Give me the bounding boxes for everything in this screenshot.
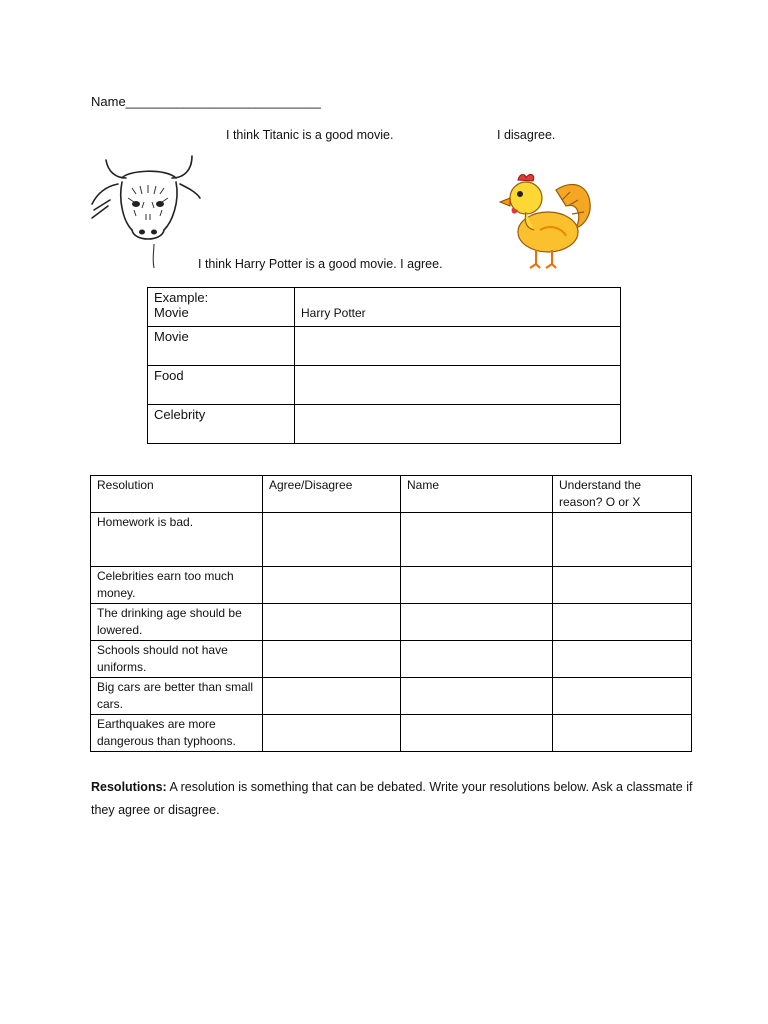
resolution-cell: Earthquakes are more dangerous than typhoons. <box>91 715 263 752</box>
answer-cell[interactable] <box>295 366 621 405</box>
agree-cell[interactable] <box>263 641 401 678</box>
bull-head-sketch <box>88 152 203 272</box>
resolution-cell: Big cars are better than small cars. <box>91 678 263 715</box>
resolutions-text: A resolution is something that can be debated. Write your resolutions below. Ask a classmate if they agree or disagree. <box>91 780 693 817</box>
category-label: Food <box>148 366 295 405</box>
understand-cell[interactable] <box>553 567 692 604</box>
name-cell[interactable] <box>401 641 553 678</box>
resolution-cell: Schools should not have uniforms. <box>91 641 263 678</box>
name-cell[interactable] <box>401 513 553 567</box>
understand-cell[interactable] <box>553 604 692 641</box>
category-label: Movie <box>148 327 295 366</box>
example-value-cell <box>295 288 621 327</box>
harry-potter-sentence: I think Harry Potter is a good movie. I agree. <box>198 257 443 271</box>
table-row <box>91 641 692 678</box>
table-row <box>91 567 692 604</box>
resolution-table <box>90 475 692 752</box>
table-row <box>91 513 692 567</box>
header-row <box>91 476 692 513</box>
table-row <box>91 678 692 715</box>
example-category: Movie <box>154 305 189 320</box>
resolutions-paragraph <box>91 776 701 822</box>
agree-cell[interactable] <box>263 678 401 715</box>
resolution-cell: Homework is bad. <box>91 513 263 567</box>
column-header: Name <box>401 476 553 513</box>
opinion-table <box>147 287 621 444</box>
understand-cell[interactable] <box>553 715 692 752</box>
table-row <box>148 327 621 366</box>
table-row <box>91 715 692 752</box>
example-label: Example: <box>154 290 209 305</box>
example-row <box>148 288 621 327</box>
cartoon-hen <box>496 170 596 270</box>
name-field-label: Name___________________________ <box>91 94 321 109</box>
table-row <box>148 405 621 444</box>
understand-cell[interactable] <box>553 513 692 567</box>
answer-cell[interactable] <box>295 405 621 444</box>
table-row <box>91 604 692 641</box>
agree-cell[interactable] <box>263 567 401 604</box>
example-value: Harry Potter <box>301 306 366 320</box>
column-header: Understand the reason? O or X <box>553 476 692 513</box>
understand-cell[interactable] <box>553 678 692 715</box>
resolution-cell: The drinking age should be lowered. <box>91 604 263 641</box>
resolution-cell: Celebrities earn too much money. <box>91 567 263 604</box>
answer-cell[interactable] <box>295 327 621 366</box>
resolutions-label: Resolutions: <box>91 780 167 794</box>
agree-cell[interactable] <box>263 604 401 641</box>
table-row <box>148 366 621 405</box>
agree-cell[interactable] <box>263 715 401 752</box>
understand-cell[interactable] <box>553 641 692 678</box>
titanic-sentence: I think Titanic is a good movie. <box>226 128 394 142</box>
name-cell[interactable] <box>401 567 553 604</box>
name-cell[interactable] <box>401 678 553 715</box>
name-cell[interactable] <box>401 604 553 641</box>
column-header: Resolution <box>91 476 263 513</box>
example-label-cell <box>148 288 295 327</box>
agree-cell[interactable] <box>263 513 401 567</box>
category-label: Celebrity <box>148 405 295 444</box>
name-cell[interactable] <box>401 715 553 752</box>
column-header: Agree/Disagree <box>263 476 401 513</box>
disagree-sentence: I disagree. <box>497 128 556 142</box>
